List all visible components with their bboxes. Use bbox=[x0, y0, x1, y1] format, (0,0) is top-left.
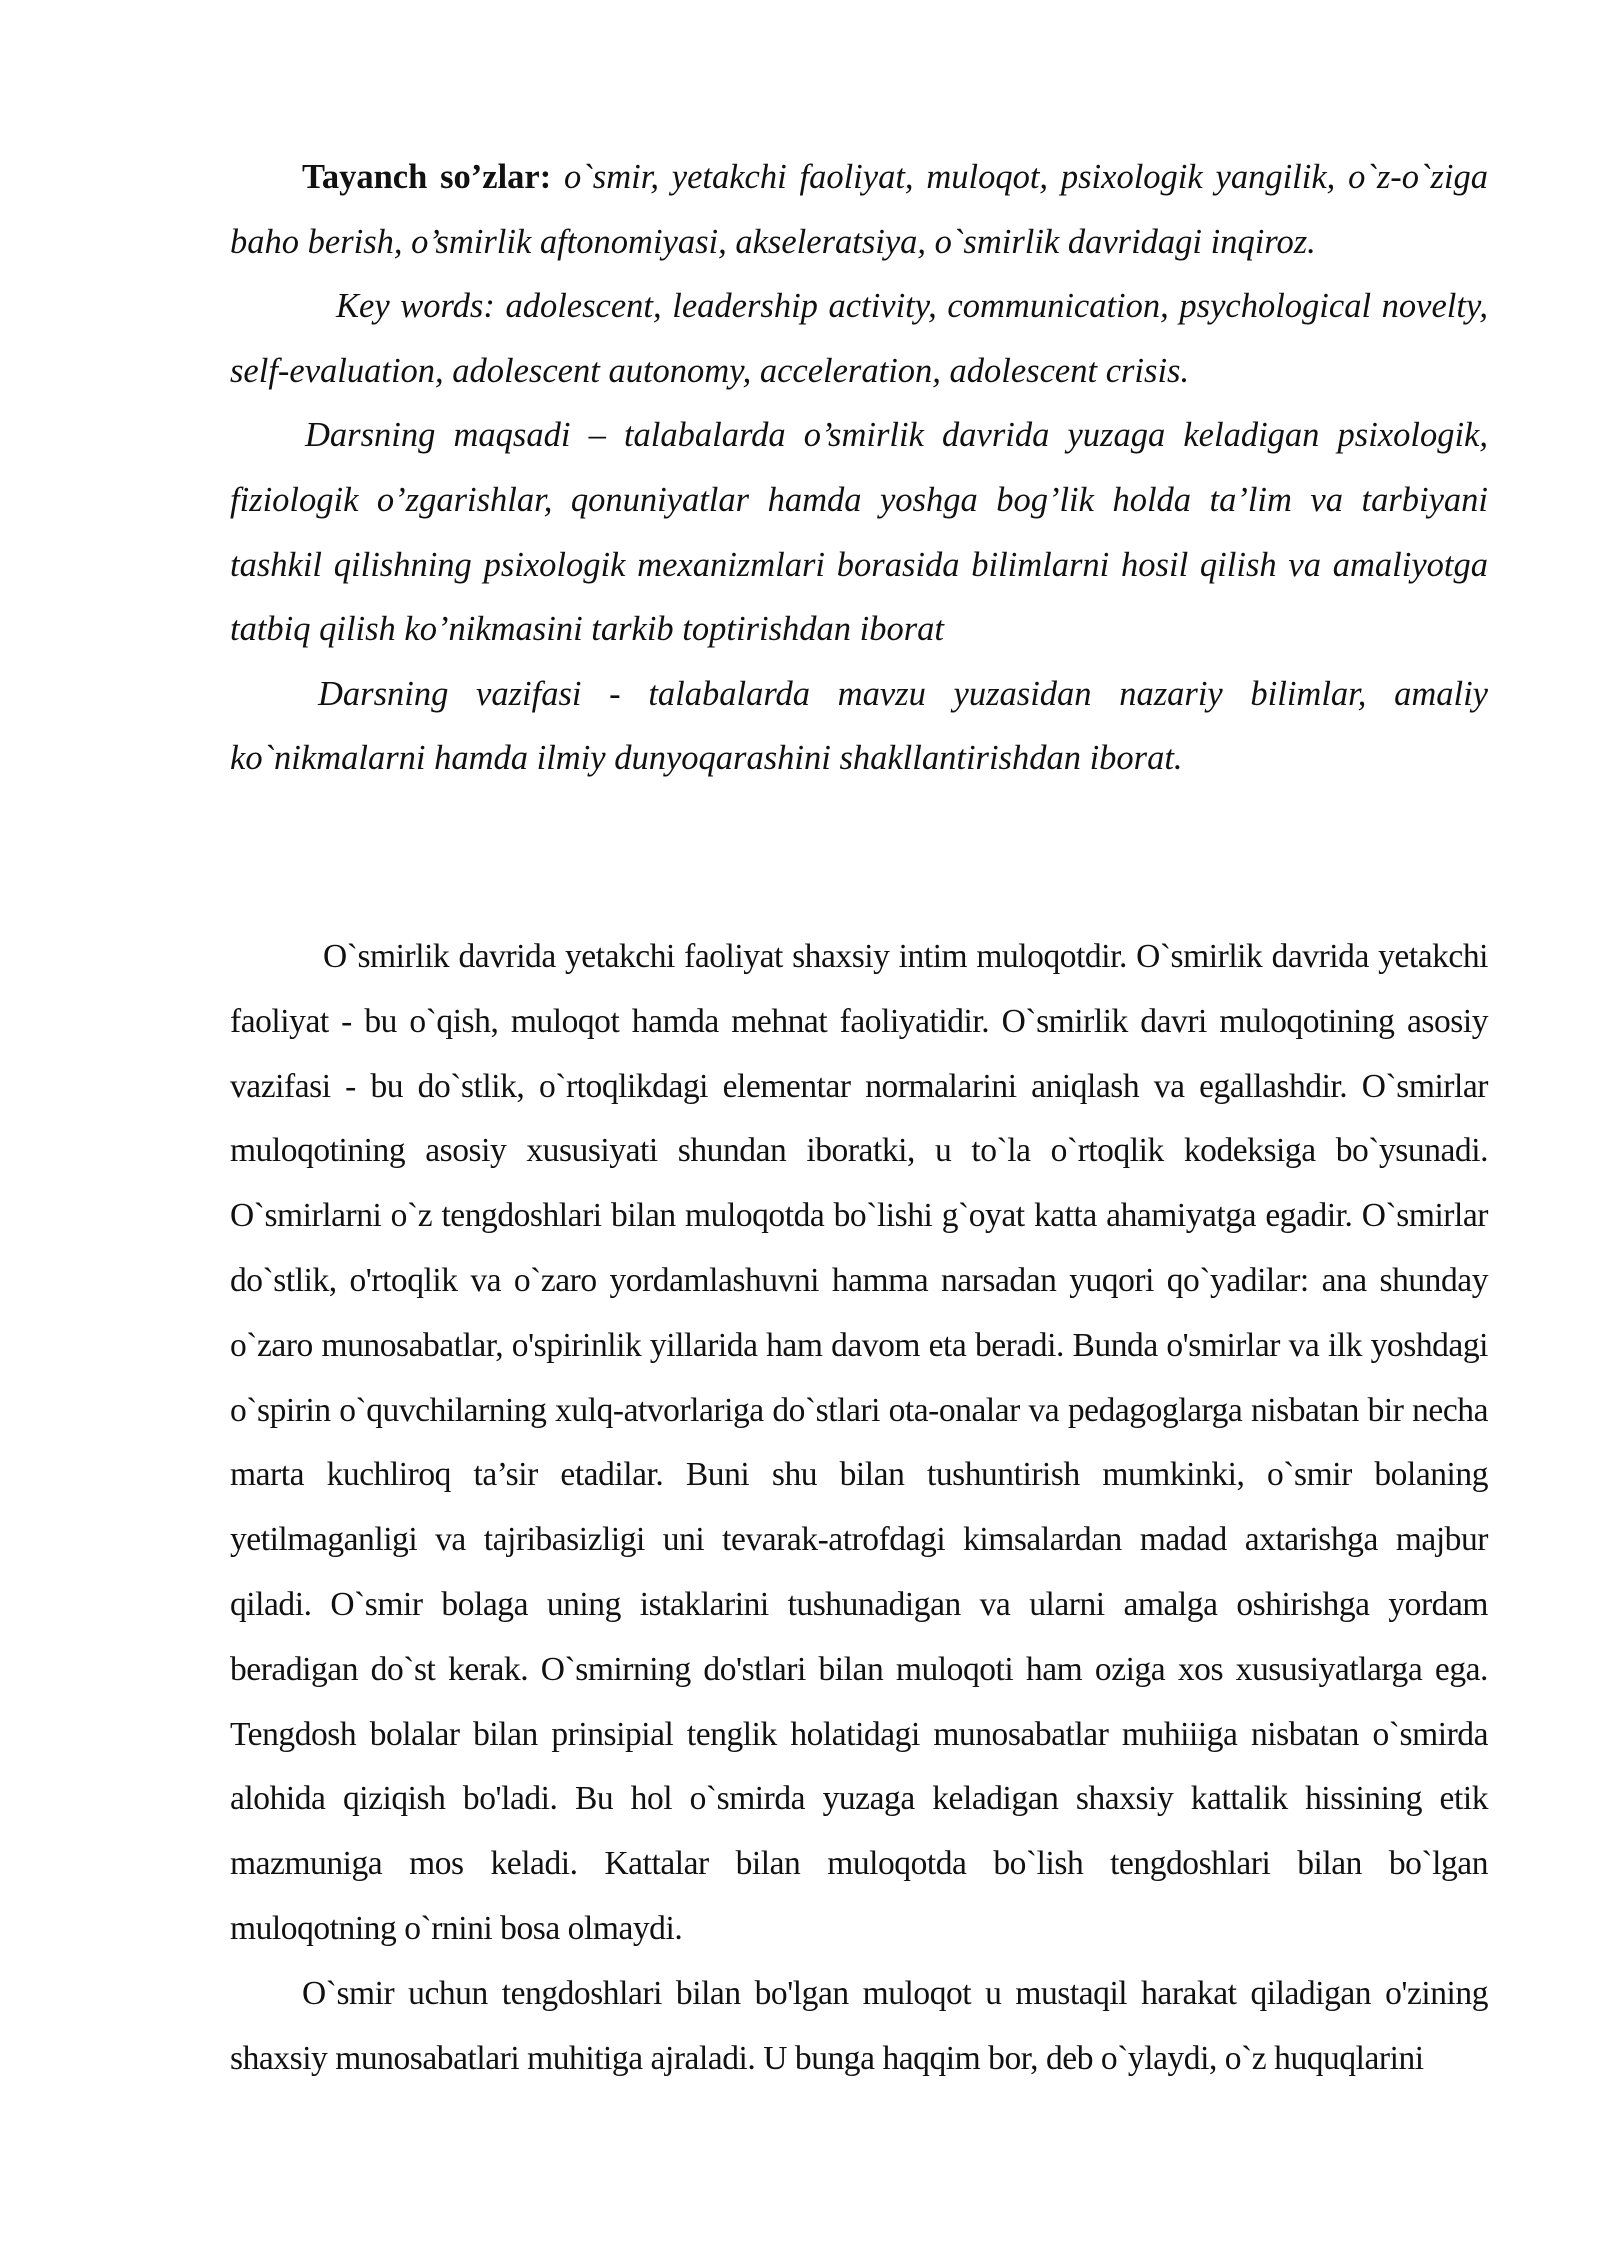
keywords-uz-label: Tayanch so’zlar: bbox=[302, 158, 552, 196]
lesson-goal-paragraph: Darsning maqsadi – talabalarda o’smirlik davrida yuzaga keladigan psixologik, fiziologik o’zgarishlar, qonuniyatlar hamda yoshga bog’lik holda ta’lim va tarbiyani tashkil qilishning psixologik mexanizmlari borasida bilimlarni hosil qilish va amaliyotga tatbiq qilish ko’nikmasini tarkib toptirishdan iborat bbox=[230, 416, 1488, 649]
keywords-uz-paragraph bbox=[230, 145, 1488, 274]
keywords-section bbox=[230, 145, 1488, 791]
lesson-task-paragraph: Darsning vazifasi - talabalarda mavzu yuzasidan nazariy bilimlar, amaliy ko`nikmalarni hamda ilmiy dunyoqarashini shakllantirishdan iborat. bbox=[230, 674, 1488, 778]
body-paragraph-2: O`smir uchun tengdoshlari bilan bo'lgan muloqot u mustaqil harakat qiladigan o'zining shaxsiy munosabatlari muhitiga ajraladi. U bunga haqqim bor, deb o`ylaydi, o`z huquqlarini bbox=[230, 1974, 1488, 2077]
main-body-section bbox=[230, 925, 1488, 2091]
keywords-en-paragraph: Key words: adolescent, leadership activity, communication, psychological novelty, self-evaluation, adolescent autonomy, acceleration, adolescent crisis. bbox=[230, 287, 1488, 390]
body-paragraph-1: O`smirlik davrida yetakchi faoliyat shaxsiy intim muloqotdir. O`smirlik davrida yetakchi faoliyat - bu o`qish, muloqot hamda mehnat faoliyatidir. O`smirlik davri muloqotining asosiy vazifasi - bu do`stlik, o`rtoqlikdagi elementar normalarini aniqlash va egallashdir. O`smirlar muloqotining asosiy xususiyati shundan iboratki, u to`la o`rtoqlik kodeksiga bo`ysunadi. O`smirlarni o`z tengdoshlari bilan muloqotda bo`lishi g`oyat katta ahamiyatga egadir. O`smirlar do`stlik, o'rtoqlik va o`zaro yordamlashuvni hamma narsadan yuqori qo`yadilar: ana shunday o`zaro munosabatlar, o'spirinlik yillarida ham davom eta beradi. Bunda o'smirlar va ilk yoshdagi o`spirin o`quvchilarning xulq-atvorlariga do`stlari ota-onalar va pedagoglarga nisbatan bir necha marta kuchliroq ta’sir etadilar. Buni shu bilan tushuntirish mumkinki, o`smir bolaning yetilmaganligi va tajribasizligi uni tevarak-atrofdagi kimsalardan madad axtarishga majbur qiladi. O`smir bolaga uning istaklarini tushunadigan va ularni amalga oshirishga yordam beradigan do`st kerak. O`smirning do'stlari bilan muloqoti ham oziga xos xususiyatlarga ega. Tengdosh bolalar bilan prinsipial tenglik holatidagi munosabatlar muhiiiga nisbatan o`smirda alohida qiziqish bo'ladi. Bu hol o`smirda yuzaga keladigan shaxsiy kattalik hissining etik mazmuniga mos keladi. Kattalar bilan muloqotda bo`lish tengdoshlari bilan bo`lgan muloqotning o`rnini bosa olmaydi. bbox=[230, 938, 1488, 1947]
keywords-uz-text: o`smir, yetakchi faoliyat, muloqot, psixologik yangilik, o`z-o`ziga baho berish, o’smirlik aftonomiyasi, akseleratsiya, o`smirlik davridagi inqiroz. bbox=[230, 158, 1488, 261]
